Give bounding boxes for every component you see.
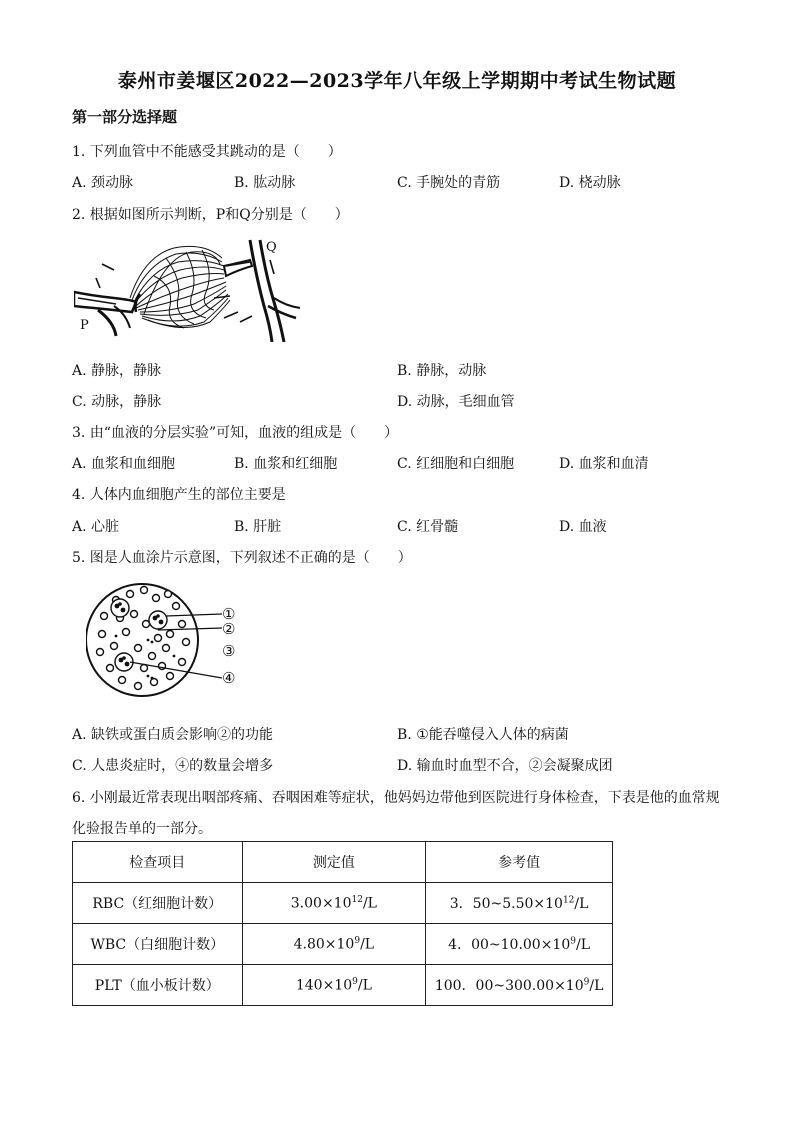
- q4-option-c: C. 红骨髓: [397, 519, 459, 535]
- table-cell-reference: 3．$50\sim 5.50\times 10^{12}/L$: [426, 883, 613, 924]
- table-header: 参考值: [426, 842, 613, 883]
- q5-option-c: C. 人患炎症时，④的数量会增多: [72, 758, 274, 774]
- question-6-stem-line2: 化验报告单的一部分。: [72, 821, 212, 837]
- table-cell-item: WBC（白细胞计数）: [73, 924, 243, 965]
- q2-option-b: B. 静脉，动脉: [397, 363, 487, 379]
- q4-option-b: B. 肝脏: [234, 519, 282, 535]
- question-6-stem-line1: 6. 小刚最近常表现出咽部疼痛、吞咽困难等症状，他妈妈边带他到医院进行身体检查，下表是他的血常规: [72, 790, 720, 806]
- table-cell-reference: 4．$00\sim 10.00\times 10^9/L$: [426, 924, 613, 965]
- q2-option-a: A. 静脉，静脉: [72, 363, 162, 379]
- table-cell-reference: 100．$00\sim 300.00\times 10^9/L$: [426, 965, 613, 1006]
- figure-label-q: Q: [266, 240, 277, 255]
- table-row: [73, 883, 613, 924]
- smear-label-4: ④: [222, 669, 236, 687]
- q3-option-d: D. 血浆和血清: [559, 456, 649, 472]
- table-row: [73, 924, 613, 965]
- question-5-stem: 5. 图是人血涂片示意图，下列叙述不正确的是（ ）: [72, 550, 412, 566]
- table-header-row: [73, 842, 613, 883]
- table-header: 检查项目: [73, 842, 243, 883]
- q1-option-d: D. 桡动脉: [559, 175, 621, 191]
- q2-option-d: D. 动脉，毛细血管: [397, 394, 515, 410]
- smear-label-3: ③: [222, 642, 236, 660]
- q4-option-a: A. 心脏: [72, 519, 120, 535]
- q4-option-d: D. 血液: [559, 519, 607, 535]
- q5-option-d: D. 输血时血型不合，②会凝聚成团: [397, 758, 613, 774]
- smear-label-2: ②: [222, 620, 236, 638]
- section-heading: 第一部分选择题: [72, 108, 178, 126]
- question-4-stem: 4. 人体内血细胞产生的部位主要是: [72, 487, 286, 503]
- blood-test-table: [72, 841, 613, 1006]
- q5-option-a: A. 缺铁或蛋白质会影响②的功能: [72, 727, 274, 743]
- table-cell-measured: $140\times 10^9/L$: [242, 965, 426, 1006]
- q1-option-c: C. 手腕处的青筋: [397, 175, 501, 191]
- blood-smear-figure: [86, 576, 236, 704]
- q3-option-a: A. 血浆和血细胞: [72, 456, 176, 472]
- q5-option-b: B. ①能吞噬侵入人体的病菌: [397, 727, 569, 743]
- table-header: 测定值: [242, 842, 426, 883]
- figure-label-p: P: [80, 318, 89, 333]
- q2-option-c: C. 动脉，静脉: [72, 394, 162, 410]
- q3-option-c: C. 红细胞和白细胞: [397, 456, 515, 472]
- table-row: [73, 965, 613, 1006]
- q3-option-b: B. 血浆和红细胞: [234, 456, 338, 472]
- question-1-stem: 1. 下列血管中不能感受其跳动的是（ ）: [72, 144, 342, 160]
- page-title: 泰州市姜堰区2022—2023学年八年级上学期期中考试生物试题: [117, 70, 677, 92]
- question-2-stem: 2. 根据如图所示判断，P和Q分别是（ ）: [72, 207, 349, 223]
- q1-option-a: A. 颈动脉: [72, 175, 134, 191]
- table-cell-item: PLT（血小板计数）: [73, 965, 243, 1006]
- table-cell-item: RBC（红细胞计数）: [73, 883, 243, 924]
- question-3-stem: 3. 由“血液的分层实验”可知，血液的组成是（ ）: [72, 425, 399, 441]
- q1-option-b: B. 肱动脉: [234, 175, 296, 191]
- table-cell-measured: $3.00\times 10^{12}/L$: [242, 883, 426, 924]
- table-cell-measured: $4.80\times 10^9/L$: [242, 924, 426, 965]
- smear-label-1: ①: [222, 605, 236, 623]
